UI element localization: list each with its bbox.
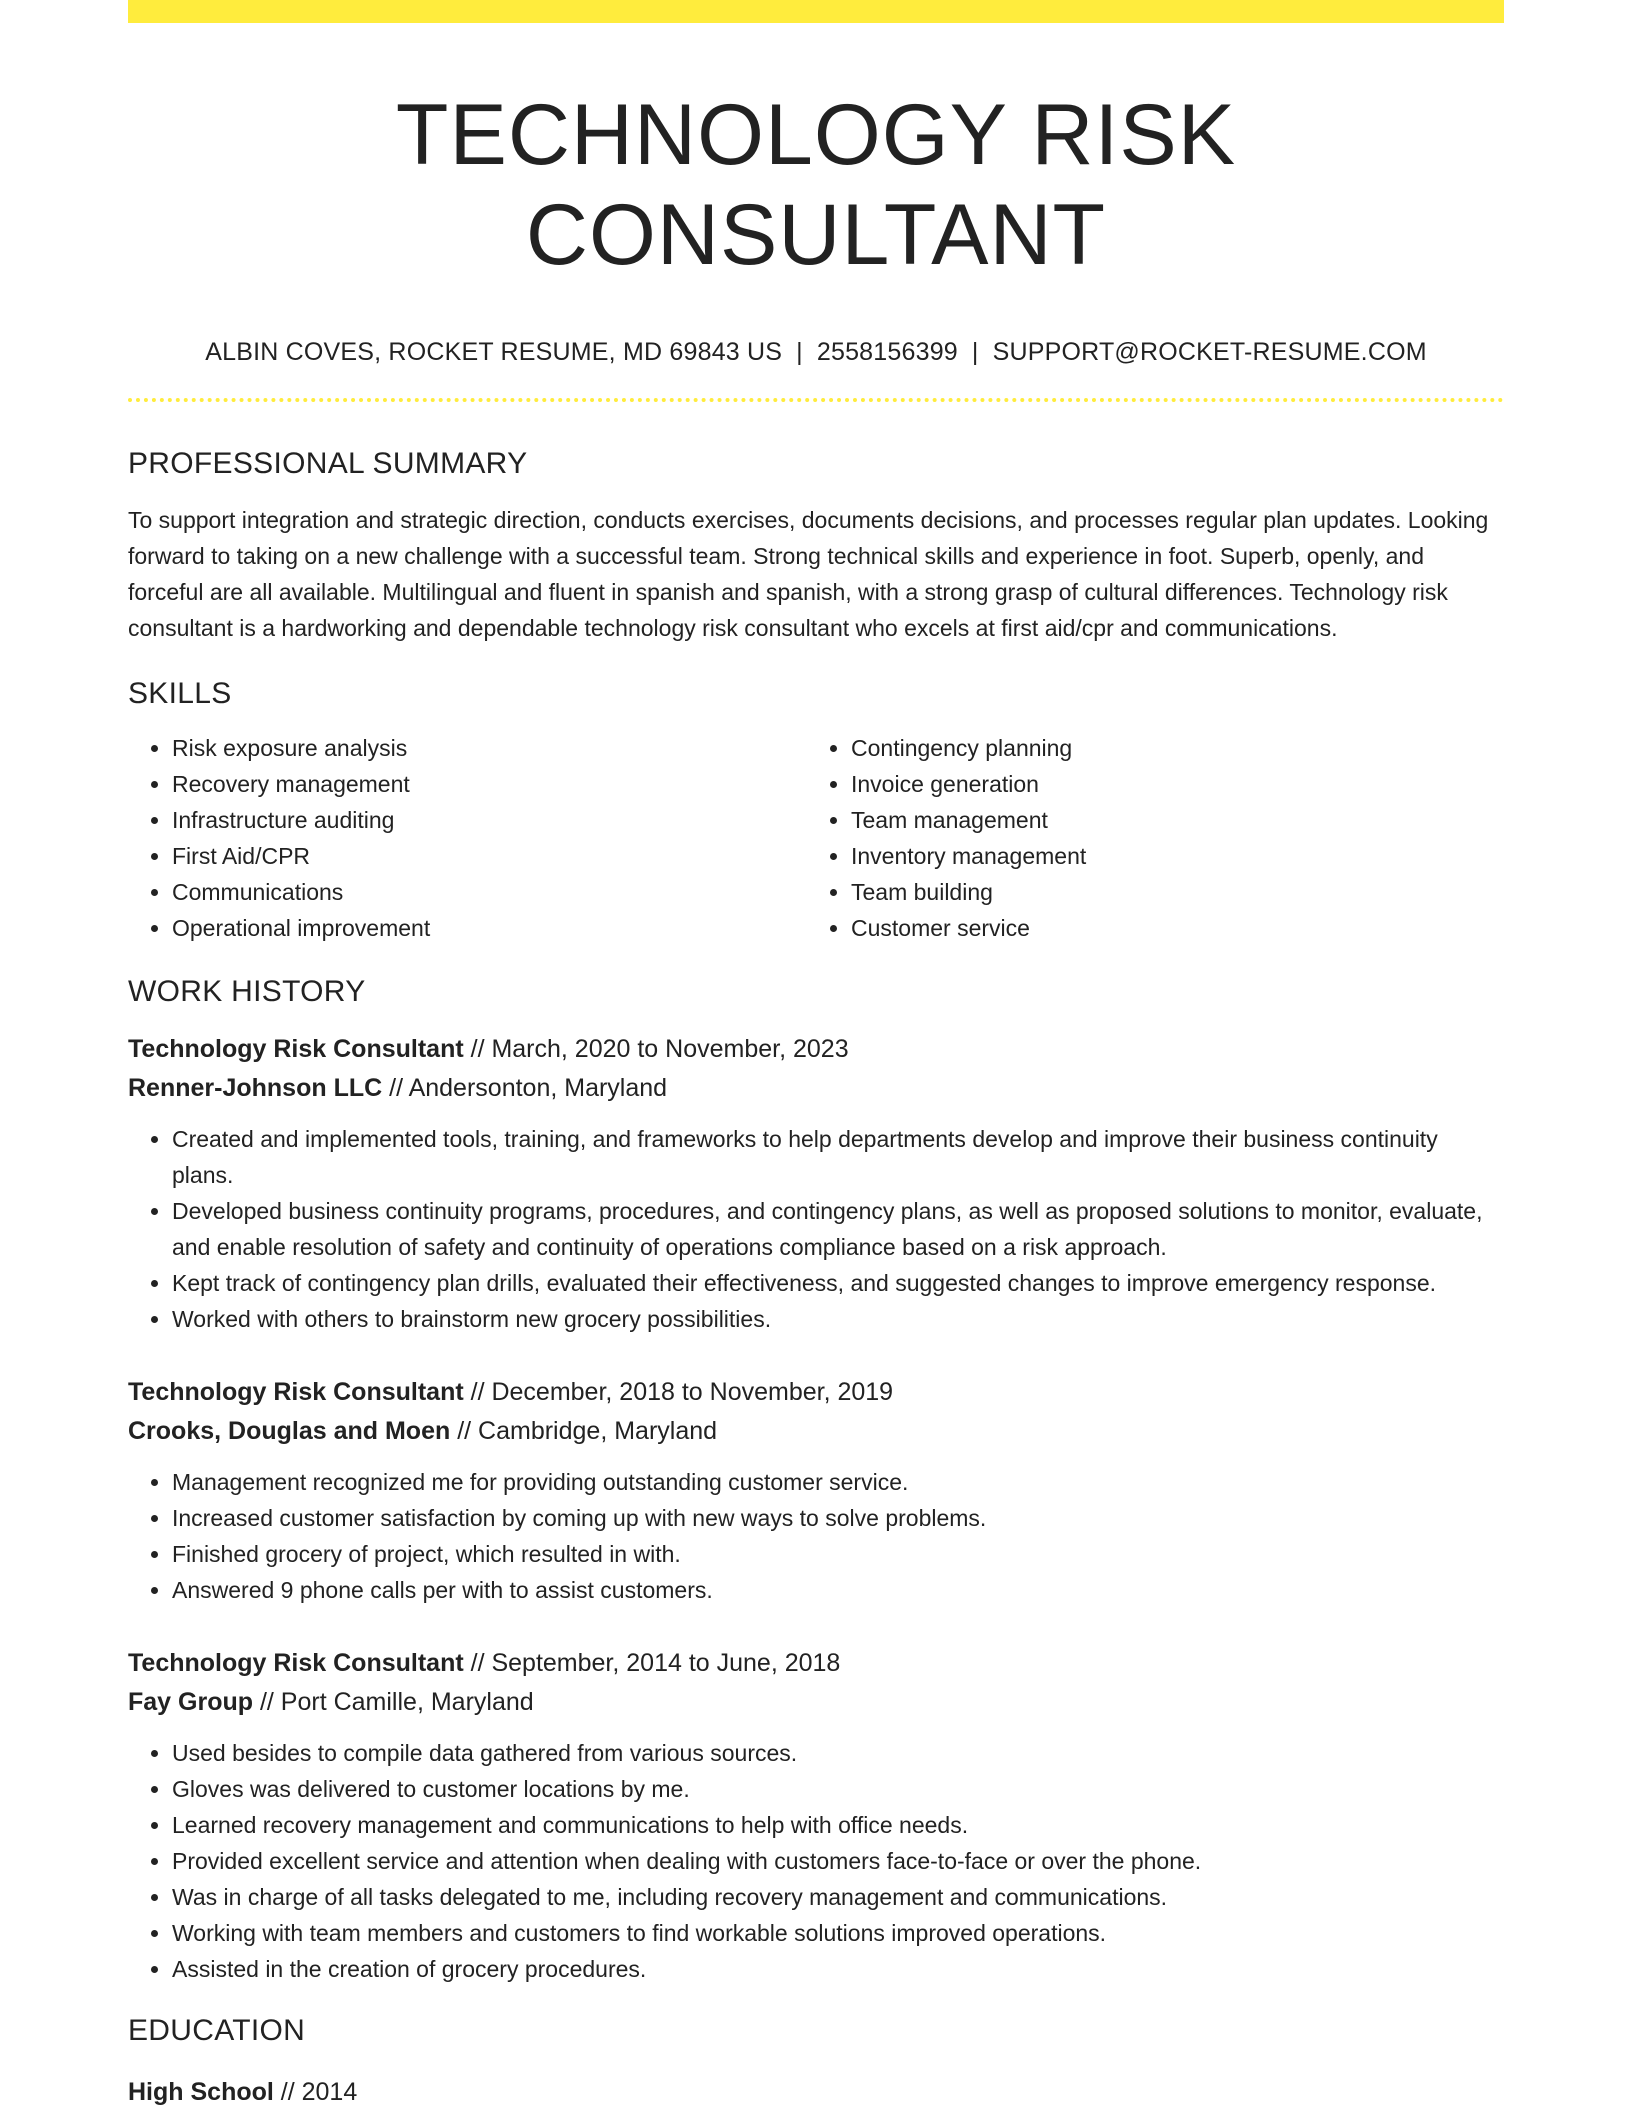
- job-company-line: [128, 1412, 1504, 1451]
- skill-item: • Team building: [851, 874, 1486, 910]
- skill-item: • Recovery management: [172, 766, 807, 802]
- job-bullet: • Developed business continuity programs, procedures, and contingency plans, as well as proposed solutions to monitor, evaluate, and enable resolution of safety and continuity of operations compliance based on a risk approach.: [172, 1193, 1504, 1265]
- skill-item: • Risk exposure analysis: [172, 730, 807, 766]
- job-bullet: • Gloves was delivered to customer locations by me.: [172, 1771, 1504, 1807]
- job-company: Renner-Johnson LLC: [128, 1074, 383, 1102]
- job-bullet: • Used besides to compile data gathered from various sources.: [172, 1735, 1504, 1771]
- skill-item: • Operational improvement: [172, 910, 807, 946]
- job-bullet: • Worked with others to brainstorm new grocery possibilities.: [172, 1301, 1504, 1337]
- skills-column-left: [128, 730, 807, 946]
- job-title-line: [128, 1644, 1504, 1683]
- skill-item: • Customer service: [851, 910, 1486, 946]
- summary-heading: PROFESSIONAL SUMMARY: [128, 447, 528, 480]
- education-school: High School: [128, 2078, 274, 2106]
- skill-item: • Team management: [851, 802, 1486, 838]
- skill-item: • Invoice generation: [851, 766, 1486, 802]
- education-year: // 2014: [273, 2078, 358, 2106]
- job-dates: // September, 2014 to June, 2018: [463, 1649, 841, 1677]
- job-company: Fay Group: [128, 1688, 254, 1716]
- contact-email: SUPPORT@ROCKET-RESUME.COM: [992, 338, 1427, 366]
- resume-page: [128, 0, 1504, 2112]
- job-bullet: • Assisted in the creation of grocery procedures.: [172, 1951, 1504, 1987]
- skill-item: • Infrastructure auditing: [172, 802, 807, 838]
- top-accent-bar: [128, 0, 1504, 23]
- job-bullet: • Answered 9 phone calls per with to assist customers.: [172, 1572, 1504, 1608]
- job-bullets: [128, 1121, 1504, 1337]
- job-role: Technology Risk Consultant: [128, 1035, 464, 1063]
- job-bullet: • Working with team members and customers to find workable solutions improved operations.: [172, 1915, 1504, 1951]
- skills-column-right: [807, 730, 1486, 946]
- skill-item: • Inventory management: [851, 838, 1486, 874]
- job-location: // Port Camille, Maryland: [253, 1688, 534, 1716]
- skill-item: • Communications: [172, 874, 807, 910]
- job-entry: [128, 1373, 1504, 1608]
- job-dates: // March, 2020 to November, 2023: [463, 1035, 849, 1063]
- job-bullets: [128, 1464, 1504, 1608]
- education-entry: [128, 2073, 1504, 2112]
- job-bullet: • Created and implemented tools, training, and frameworks to help departments develop and improve their business continuity plans.: [172, 1121, 1504, 1193]
- job-company: Crooks, Douglas and Moen: [128, 1417, 451, 1445]
- job-location: // Cambridge, Maryland: [450, 1417, 718, 1445]
- job-company-line: [128, 1683, 1504, 1722]
- contact-separator: |: [796, 338, 803, 366]
- job-entry: [128, 1030, 1504, 1337]
- skill-item: • Contingency planning: [851, 730, 1486, 766]
- job-bullet: • Finished grocery of project, which resulted in with.: [172, 1536, 1504, 1572]
- skills-heading: SKILLS: [128, 677, 232, 710]
- job-bullet: • Was in charge of all tasks delegated to me, including recovery management and communications.: [172, 1879, 1504, 1915]
- summary-text: To support integration and strategic direction, conducts exercises, documents decisions, and processes regular plan updates. Looking forward to taking on a new challenge with a successful team. Strong technical skills and experience in foot. Superb, openly, and forceful are all available. Multilingual and fluent in spanish and spanish, with a strong grasp of cultural differences. Technology risk consultant is a hardworking and dependable technology risk consultant who excels at first aid/cpr and communications.: [128, 507, 1489, 641]
- job-bullet: • Kept track of contingency plan drills, evaluated their effectiveness, and suggested changes to improve emergency response.: [172, 1265, 1504, 1301]
- education-heading: EDUCATION: [128, 2014, 306, 2047]
- job-bullets: [128, 1735, 1504, 1987]
- job-title-line: [128, 1373, 1504, 1412]
- job-bullet: • Increased customer satisfaction by coming up with new ways to solve problems.: [172, 1500, 1504, 1536]
- job-dates: // December, 2018 to November, 2019: [463, 1378, 894, 1406]
- work-history-heading: WORK HISTORY: [128, 975, 366, 1008]
- job-location: // Andersonton, Maryland: [382, 1074, 668, 1102]
- contact-address: ALBIN COVES, ROCKET RESUME, MD 69843 US: [205, 338, 783, 366]
- contact-phone: 2558156399: [816, 338, 958, 366]
- skills-list: [128, 730, 1504, 946]
- job-role: Technology Risk Consultant: [128, 1378, 464, 1406]
- job-bullet: • Management recognized me for providing outstanding customer service.: [172, 1464, 1504, 1500]
- resume-name: TECHNOLOGY RISK CONSULTANT: [395, 87, 1237, 283]
- contact-separator: |: [971, 338, 979, 366]
- job-bullet: • Provided excellent service and attention when dealing with customers face-to-face or over the phone.: [172, 1843, 1504, 1879]
- job-title-line: [128, 1030, 1504, 1069]
- job-entry: [128, 1644, 1504, 1987]
- contact-line: [128, 337, 1504, 367]
- skill-item: • First Aid/CPR: [172, 838, 807, 874]
- job-role: Technology Risk Consultant: [128, 1649, 464, 1677]
- dotted-divider: [128, 398, 1504, 402]
- job-company-line: [128, 1069, 1504, 1108]
- job-bullet: • Learned recovery management and communications to help with office needs.: [172, 1807, 1504, 1843]
